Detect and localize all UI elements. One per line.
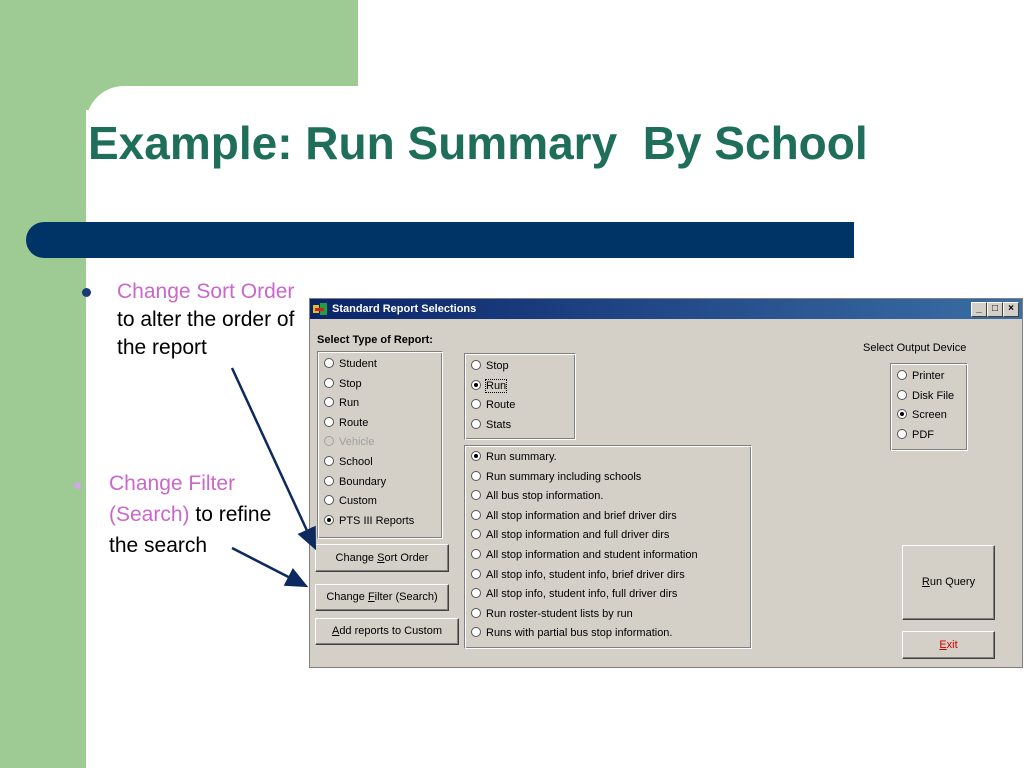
btn-text: ilter (Search) — [374, 591, 438, 603]
minimize-button[interactable]: _ — [971, 302, 987, 317]
report-type-option-label: Custom — [339, 495, 377, 508]
report-option-label: Run summary including schools — [486, 470, 642, 483]
bullet-highlight: Change Filter (Search) — [109, 472, 236, 526]
output-device-option-label: PDF — [912, 428, 934, 441]
bullet-highlight: Change Sort Order — [117, 280, 295, 303]
filter-arrow — [232, 548, 306, 586]
btn-accel: A — [331, 625, 340, 637]
report-type-option-label: Run — [339, 397, 360, 410]
output-device-label: Select Output Device — [863, 342, 967, 354]
report-option-label: Run roster-student lists by run — [486, 607, 633, 620]
btn-accel: R — [921, 576, 930, 588]
window-title: Standard Report Selections — [332, 303, 477, 315]
btn-text: Change — [335, 552, 378, 564]
report-option-label: Run summary. — [486, 451, 557, 463]
report-type-option-label: Boundary — [339, 475, 387, 488]
report-type-option-label: Vehicle — [339, 436, 375, 449]
report-option-label: All stop information and full driver dirs — [486, 529, 670, 542]
report-option-label: Runs with partial bus stop information. — [486, 627, 673, 640]
btn-accel: E — [939, 639, 947, 651]
btn-text: un Query — [929, 576, 976, 588]
output-device-option-label: Disk File — [912, 389, 955, 402]
bullet-text: to alter the order of the report — [117, 308, 295, 359]
report-type-option-label: School — [339, 456, 373, 468]
btn-text: dd reports to Custom — [339, 625, 443, 637]
report-option-label: All stop info, student info, full driver dirs — [486, 588, 678, 601]
sort-arrow — [232, 368, 315, 548]
btn-text: ort Order — [384, 552, 429, 564]
btn-text: Change — [326, 591, 368, 603]
slide-title: Example: Run Summary By School — [88, 117, 868, 169]
output-device-option-label: Screen — [912, 409, 947, 422]
btn-text: xit — [946, 639, 958, 651]
report-option-label: All bus stop information. — [486, 490, 604, 503]
btn-accel: S — [377, 552, 385, 564]
btn-accel: F — [367, 591, 375, 603]
category-option-label: Run — [486, 379, 507, 392]
report-option-label: All stop information and student information — [486, 549, 698, 561]
maximize-button[interactable]: □ — [987, 302, 1003, 317]
report-option-label: All stop information and brief driver dirs — [486, 509, 677, 522]
category-option-label: Stop — [486, 360, 509, 372]
category-option-label: Stats — [486, 418, 512, 431]
report-option-label: All stop info, student info, brief driver dirs — [486, 568, 685, 581]
report-type-option-label: Route — [339, 416, 369, 429]
output-device-option-label: Printer — [912, 370, 945, 382]
report-type-option-label: Student — [339, 358, 377, 370]
report-type-option-label: PTS III Reports — [339, 514, 415, 527]
bullet-text: to refine the search — [109, 503, 272, 557]
report-type-option-label: Stop — [339, 377, 362, 390]
close-button[interactable]: × — [1003, 302, 1019, 317]
category-option-label: Route — [486, 399, 516, 412]
select-type-label: Select Type of Report: — [317, 334, 433, 346]
